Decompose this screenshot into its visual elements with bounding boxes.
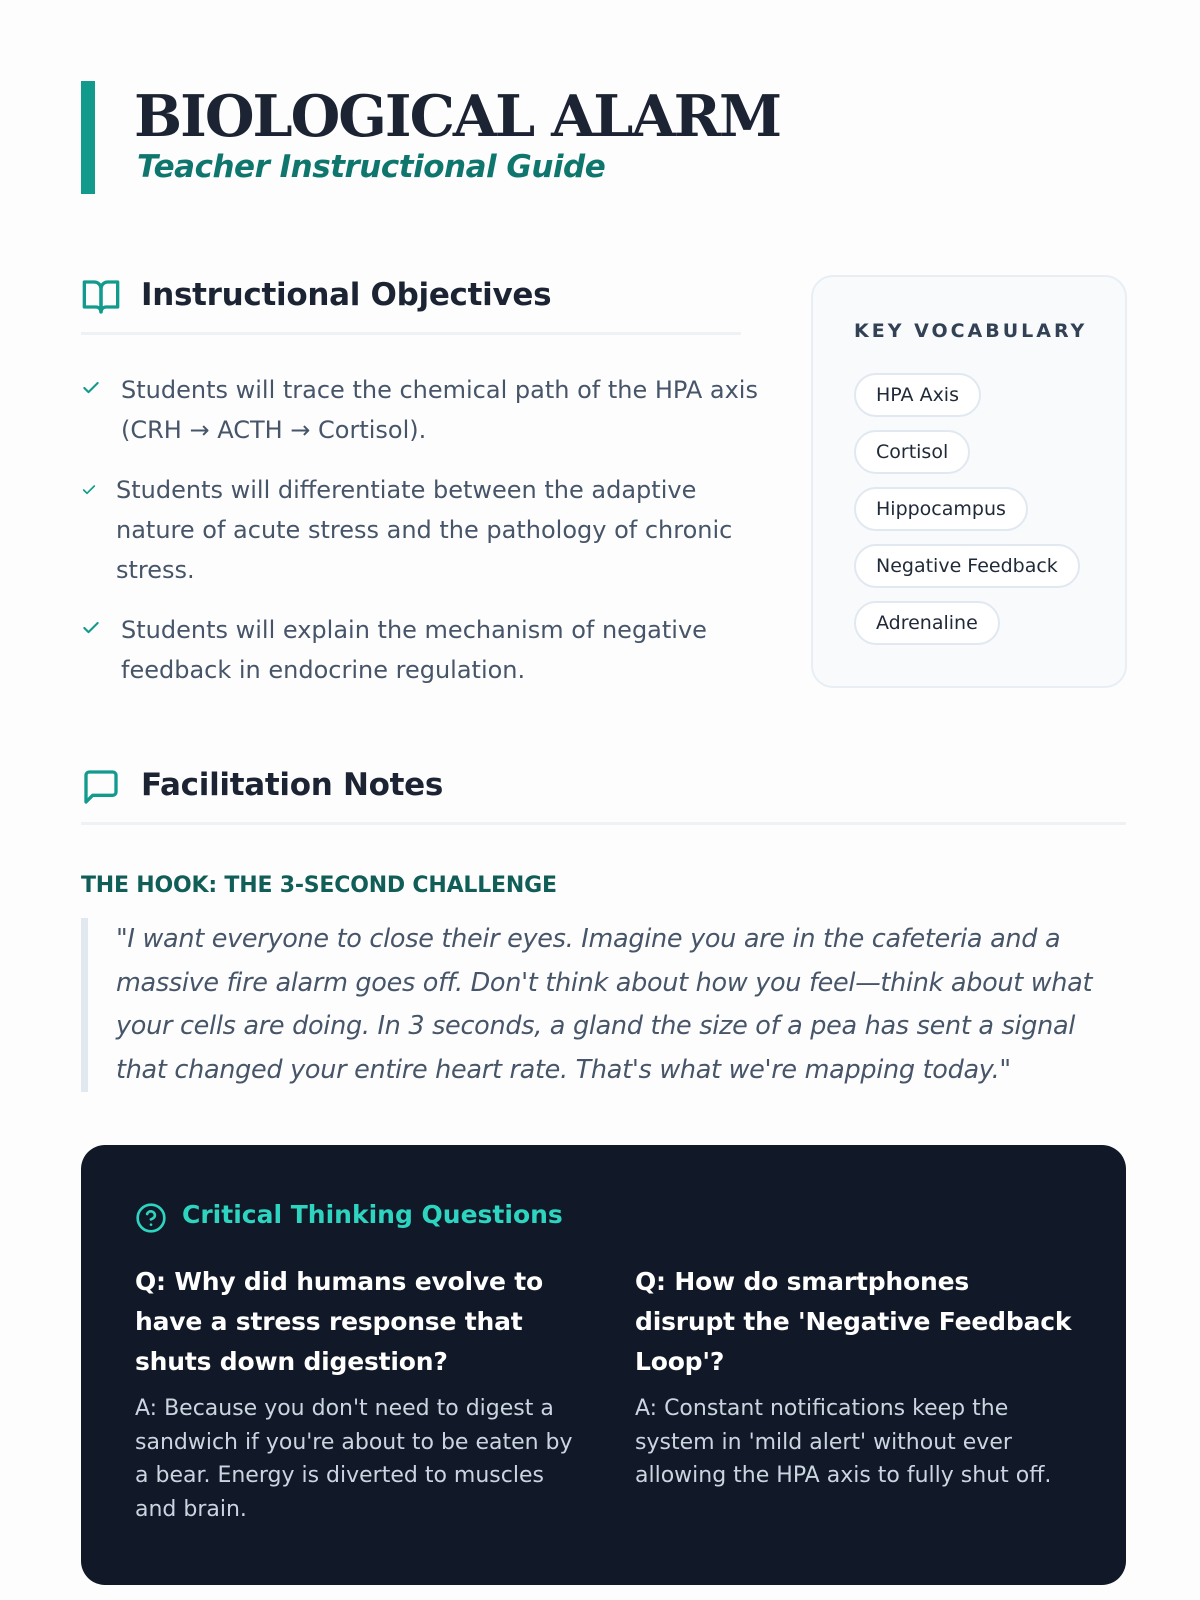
vocabulary-list [854, 373, 1080, 658]
objective-item [81, 370, 761, 450]
objective-text: Students will trace the chemical path of the HPA axis (CRH → ACTH → Cortisol). [121, 376, 758, 444]
header-accent-bar [81, 81, 95, 194]
objectives-heading-label: Instructional Objectives [141, 277, 552, 313]
answer-text: A: Because you don't need to digest a sandwich if you're about to be eaten by a bear. Energy is diverted to muscles and brain. [135, 1396, 573, 1522]
page-title: BIOLOGICAL ALARM [134, 83, 781, 150]
vocab-chip-cortisol[interactable]: Cortisol [854, 430, 970, 474]
question-text: Q: How do smartphones disrupt the 'Negative Feedback Loop'? [635, 1267, 1072, 1376]
question-block [635, 1262, 1075, 1493]
vocabulary-title: KEY VOCABULARY [854, 320, 1088, 342]
hook-title: THE HOOK: THE 3-SECOND CHALLENGE [81, 873, 557, 898]
facilitation-heading-label: Facilitation Notes [141, 767, 444, 803]
objective-item [81, 610, 761, 690]
objectives-list [81, 370, 761, 710]
objective-text: Students will explain the mechanism of negative feedback in endocrine regulation. [121, 616, 707, 684]
critical-thinking-panel [81, 1145, 1126, 1585]
objectives-heading [81, 275, 741, 335]
check-icon [81, 618, 101, 638]
facilitation-heading [81, 765, 1126, 825]
vocab-chip-negative-feedback[interactable]: Negative Feedback [854, 544, 1080, 588]
answer-text: A: Constant notifications keep the system in 'mild alert' without ever allowing the HPA axis to fully shut off. [635, 1396, 1052, 1488]
vocab-chip-adrenaline[interactable]: Adrenaline [854, 601, 1000, 645]
questions-heading-label: Critical Thinking Questions [182, 1200, 563, 1229]
page-subtitle: Teacher Instructional Guide [137, 149, 606, 185]
check-icon [81, 378, 101, 398]
key-vocabulary-card [811, 275, 1127, 688]
guide-page [81, 0, 1126, 1600]
vocab-chip-hippocampus[interactable]: Hippocampus [854, 487, 1028, 531]
vocab-chip-hpa-axis[interactable]: HPA Axis [854, 373, 981, 417]
check-icon [81, 482, 97, 498]
hook-quote: "I want everyone to close their eyes. Imagine you are in the cafeteria and a massive fire alarm goes off. Don't think about how you feel—think about what your cells are doing. In 3 seconds, a gland the size of a pea has sent a signal that changed your entire heart rate. That's what we're mapping today." [81, 918, 1126, 1092]
question-text: Q: Why did humans evolve to have a stress response that shuts down digestion? [135, 1267, 543, 1376]
objective-item [81, 470, 761, 590]
message-square-icon [81, 767, 121, 807]
help-circle-icon [135, 1202, 167, 1234]
book-open-icon [81, 277, 121, 317]
question-block [135, 1262, 580, 1526]
objective-text: Students will differentiate between the adaptive nature of acute stress and the pathology of chronic stress. [116, 476, 733, 584]
page-header [81, 81, 881, 195]
